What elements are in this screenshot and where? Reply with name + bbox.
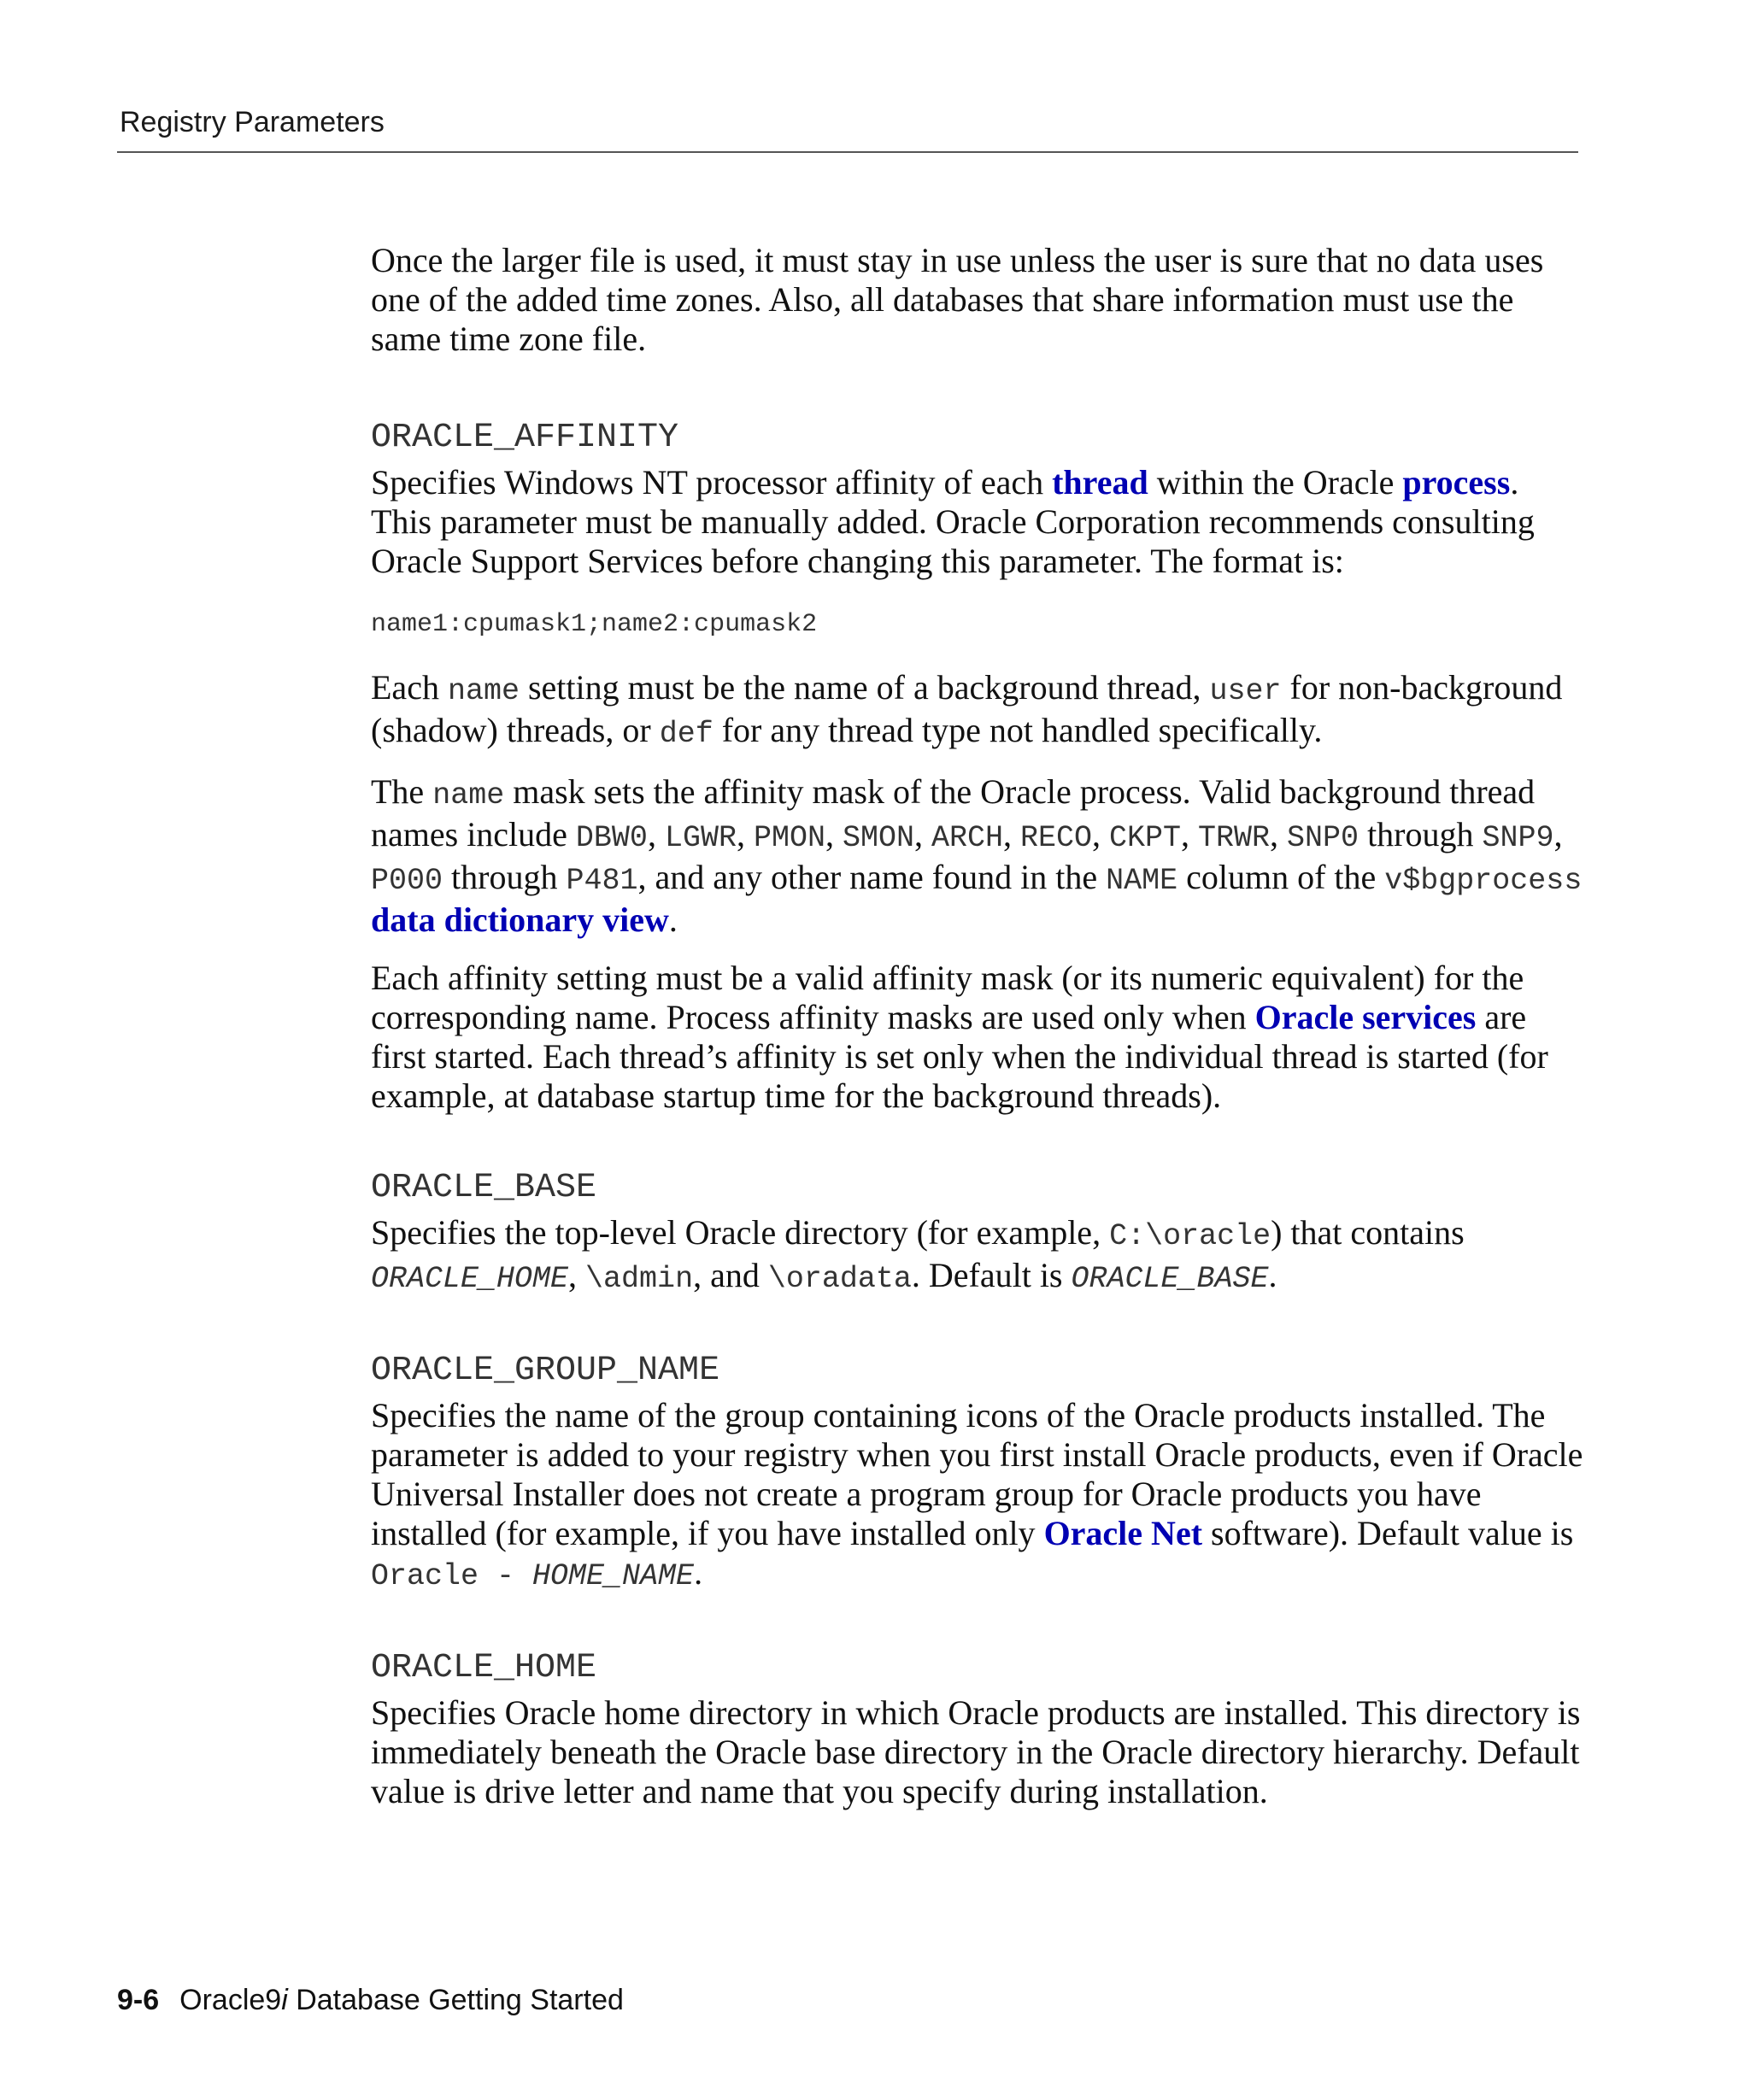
code-inline: name — [447, 674, 520, 708]
format-code: name1:cpumask1;name2:cpumask2 — [371, 610, 818, 639]
intro-paragraph: Once the larger file is used, it must stay in use unless the user is sure that no data uses one of the added time zones. Also, all databases that share information must use the same time zone file. — [371, 241, 1544, 358]
code-inline: def — [659, 717, 714, 751]
code-inline: name — [432, 778, 505, 812]
code-inline-italic: ORACLE_HOME — [371, 1262, 569, 1296]
glossary-link-thread[interactable]: thread — [1052, 463, 1148, 502]
param-section-group-name — [371, 1350, 1584, 1596]
code-inline: SNP0 — [1287, 821, 1359, 855]
param-section-home — [371, 1647, 1584, 1811]
code-inline: RECO — [1020, 821, 1093, 855]
param-section-base — [371, 1167, 1584, 1299]
book-title: Oracle9i Database Getting Started — [179, 1984, 624, 2016]
param-description: Specifies Windows NT processor affinity of each thread within the Oracle process. This parameter must be manually added. Oracle Corporation recommends consulting Oracle Support Services before changing this parameter. The format is: — [371, 463, 1535, 580]
param-name: ORACLE_GROUP_NAME — [371, 1352, 720, 1390]
code-inline: \admin — [585, 1262, 694, 1296]
glossary-link-process[interactable]: process — [1402, 463, 1511, 502]
paragraph: Each affinity setting must be a valid affinity mask (or its numeric equivalent) for the corresponding name. Process affinity masks are used only when Oracle services are first started. Each thread’s affinity is set only when the individual thread is started (for example, at database startup time for the background threads). — [371, 959, 1548, 1115]
code-inline: ARCH — [931, 821, 1003, 855]
glossary-link-oracle-net[interactable]: Oracle Net — [1043, 1514, 1203, 1552]
param-name: ORACLE_AFFINITY — [371, 419, 679, 457]
glossary-link-data-dictionary-view[interactable]: data dictionary view — [371, 900, 669, 939]
paragraph: The name mask sets the affinity mask of the Oracle process. Valid background thread names include DBW0, LGWR, PMON, SMON, ARCH, RECO, CKPT, TRWR, SNP0 through SNP9, P000 through P481, and any other name found in the NAME column of the v$bgprocess data dictionary view. — [371, 772, 1583, 939]
code-inline-italic: ORACLE_BASE — [1071, 1262, 1269, 1296]
paragraph: Each name setting must be the name of a background thread, user for non-background (shadow) threads, or def for any thread type not handled specifically. — [371, 668, 1563, 751]
main-content — [371, 241, 1584, 1811]
code-inline: P481 — [566, 864, 638, 898]
param-section-affinity — [371, 417, 1584, 1116]
running-header: Registry Parameters — [120, 106, 385, 138]
code-inline: SNP9 — [1482, 821, 1554, 855]
code-inline: DBW0 — [575, 821, 648, 855]
code-inline: user — [1209, 674, 1282, 708]
code-inline: PMON — [753, 821, 825, 855]
page-footer — [117, 1984, 624, 2017]
code-inline: NAME — [1106, 864, 1178, 898]
param-description: Specifies Oracle home directory in which Oracle products are installed. This directory is immediately beneath the Oracle base directory in the Oracle directory hierarchy. Default value is drive letter and name that you specify during installation. — [371, 1693, 1581, 1810]
code-inline: v$bgprocess — [1384, 864, 1583, 898]
code-inline: LGWR — [664, 821, 737, 855]
header-divider — [117, 151, 1578, 153]
code-inline: CKPT — [1109, 821, 1182, 855]
glossary-link-oracle-services[interactable]: Oracle services — [1254, 998, 1477, 1036]
code-inline: SMON — [842, 821, 914, 855]
param-description: Specifies the top-level Oracle directory (for example, C:\oracle) that contains ORACLE_HOME, \admin, and \oradata. Default is ORACLE_BASE. — [371, 1213, 1465, 1296]
code-inline-italic: HOME_NAME — [532, 1559, 695, 1593]
code-inline: Oracle - — [371, 1559, 533, 1593]
param-name: ORACLE_HOME — [371, 1649, 597, 1687]
param-name: ORACLE_BASE — [371, 1169, 597, 1207]
page-number: 9-6 — [117, 1984, 160, 2016]
code-inline: P000 — [371, 864, 443, 898]
code-inline: TRWR — [1198, 821, 1271, 855]
code-inline: C:\oracle — [1109, 1219, 1271, 1253]
code-inline: \oradata — [767, 1262, 912, 1296]
param-description: Specifies the name of the group containing icons of the Oracle products installed. The parameter is added to your registry when you first install Oracle products, even if Oracle Universal Installer does not create a program group for Oracle products you have installed (for example, if you have installed only Oracle Net software). Default value is Oracle - HOME_NAME. — [371, 1396, 1583, 1593]
